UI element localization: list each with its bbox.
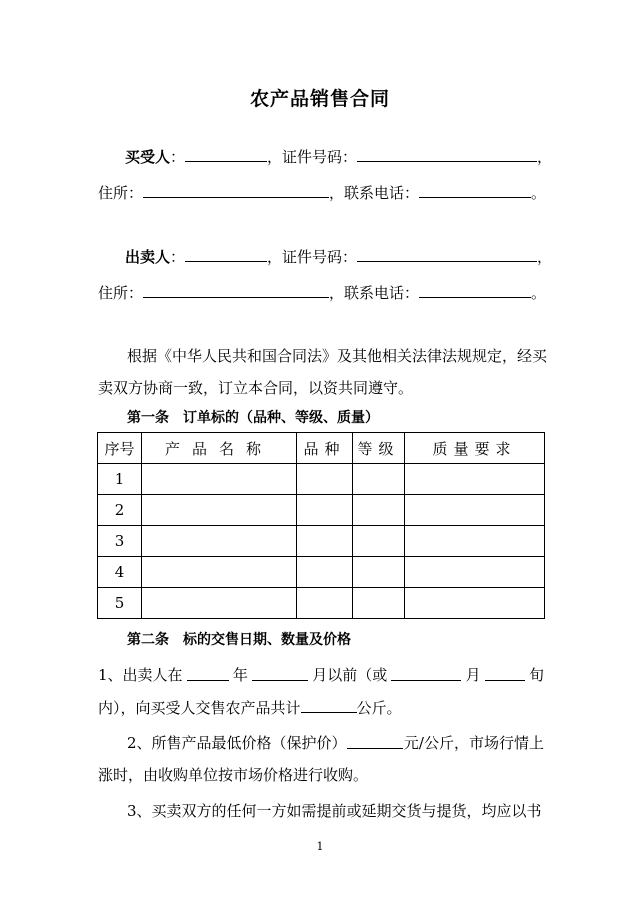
- buyer-end: ，: [537, 148, 553, 166]
- table-header-row: [98, 433, 545, 464]
- p2-text-a: 2、所售产品最低价格（保护价）: [127, 734, 347, 752]
- p2-text-b: 元/公斤，市场行情上: [403, 734, 544, 752]
- table-row: [98, 588, 545, 619]
- row-number: 3: [98, 526, 142, 557]
- product-table: [97, 432, 545, 619]
- buyer-address-blank[interactable]: [143, 182, 329, 198]
- header-serial: 序号: [98, 433, 142, 464]
- buyer-line: [125, 146, 552, 166]
- product-name-cell[interactable]: [142, 464, 297, 495]
- article-2-p2-line1: [127, 733, 544, 753]
- grade-cell[interactable]: [353, 557, 405, 588]
- article-2-heading: 第二条 标的交售日期、数量及价格: [127, 632, 351, 648]
- p1-text-e: 旬: [528, 666, 544, 684]
- p1-text-d: 月: [465, 666, 481, 684]
- header-quality: 质量要求: [405, 433, 545, 464]
- seller-end: ，: [537, 248, 553, 266]
- p1-text-g: 公斤。: [356, 699, 402, 717]
- month-blank[interactable]: [252, 665, 308, 681]
- article-2-p2-line2: 涨时，由收购单位按市场价格进行收购。: [98, 766, 369, 784]
- intro-line-1: 根据《中华人民共和国合同法》及其他相关法律法规规定，经买: [127, 347, 548, 365]
- grade-cell[interactable]: [353, 526, 405, 557]
- seller-address-blank[interactable]: [143, 282, 329, 298]
- article-1-heading: 第一条 订单标的（品种、等级、质量）: [127, 410, 379, 426]
- seller-address-line: [98, 282, 546, 302]
- quality-cell[interactable]: [405, 495, 545, 526]
- variety-cell[interactable]: [297, 464, 353, 495]
- table-row: [98, 464, 545, 495]
- quality-cell[interactable]: [405, 526, 545, 557]
- article-2-p1-line1: [98, 665, 544, 685]
- quantity-blank[interactable]: [301, 697, 357, 713]
- row-number: 2: [98, 495, 142, 526]
- grade-cell[interactable]: [353, 495, 405, 526]
- grade-cell[interactable]: [353, 464, 405, 495]
- seller-label: 出卖人: [125, 248, 171, 266]
- intro-line-2: 卖双方协商一致，订立本合同，以资共同遵守。: [98, 379, 414, 397]
- buyer-end2: 。: [531, 184, 547, 202]
- p1-text-b: 年: [232, 666, 248, 684]
- buyer-id-label: ，证件号码：: [267, 148, 358, 166]
- alt-month-blank[interactable]: [391, 665, 461, 681]
- page-number: 1: [316, 840, 324, 853]
- buyer-phone-label: ，联系电话：: [329, 184, 420, 202]
- seller-id-label: ，证件号码：: [267, 248, 358, 266]
- seller-address-label: 住所：: [98, 284, 144, 302]
- product-name-cell[interactable]: [142, 557, 297, 588]
- buyer-colon: ：: [170, 148, 186, 166]
- variety-cell[interactable]: [297, 557, 353, 588]
- buyer-name-blank[interactable]: [185, 146, 267, 162]
- document-title: 农产品销售合同: [249, 88, 390, 110]
- seller-colon: ：: [170, 248, 186, 266]
- p1-text-a: 1、出卖人在: [98, 666, 183, 684]
- seller-phone-blank[interactable]: [419, 282, 531, 298]
- article-2-p1-line2: [98, 697, 402, 717]
- quality-cell[interactable]: [405, 464, 545, 495]
- year-blank[interactable]: [187, 665, 229, 681]
- table-row: [98, 526, 545, 557]
- variety-cell[interactable]: [297, 495, 353, 526]
- variety-cell[interactable]: [297, 588, 353, 619]
- buyer-address-line: [98, 182, 546, 202]
- min-price-blank[interactable]: [347, 733, 403, 749]
- seller-end2: 。: [531, 284, 547, 302]
- header-product-name: 产品名称: [142, 433, 297, 464]
- table-row: [98, 557, 545, 588]
- table-row: [98, 495, 545, 526]
- header-variety: 品种: [297, 433, 353, 464]
- seller-name-blank[interactable]: [185, 246, 267, 262]
- buyer-phone-blank[interactable]: [419, 182, 531, 198]
- row-number: 1: [98, 464, 142, 495]
- p1-text-f: 内），向买受人交售农产品共计: [98, 699, 301, 717]
- buyer-label: 买受人: [125, 148, 171, 166]
- row-number: 4: [98, 557, 142, 588]
- header-grade: 等级: [353, 433, 405, 464]
- article-2-p3-line1: 3、买卖双方的任何一方如需提前或延期交货与提货，均应以书: [127, 802, 542, 820]
- p1-text-c: 月以前（或: [312, 666, 388, 684]
- seller-id-blank[interactable]: [357, 246, 537, 262]
- period-blank[interactable]: [485, 665, 525, 681]
- product-name-cell[interactable]: [142, 588, 297, 619]
- buyer-id-blank[interactable]: [357, 146, 537, 162]
- seller-line: [125, 246, 552, 266]
- buyer-address-label: 住所：: [98, 184, 144, 202]
- quality-cell[interactable]: [405, 557, 545, 588]
- product-name-cell[interactable]: [142, 526, 297, 557]
- quality-cell[interactable]: [405, 588, 545, 619]
- row-number: 5: [98, 588, 142, 619]
- product-name-cell[interactable]: [142, 495, 297, 526]
- seller-phone-label: ，联系电话：: [329, 284, 420, 302]
- grade-cell[interactable]: [353, 588, 405, 619]
- variety-cell[interactable]: [297, 526, 353, 557]
